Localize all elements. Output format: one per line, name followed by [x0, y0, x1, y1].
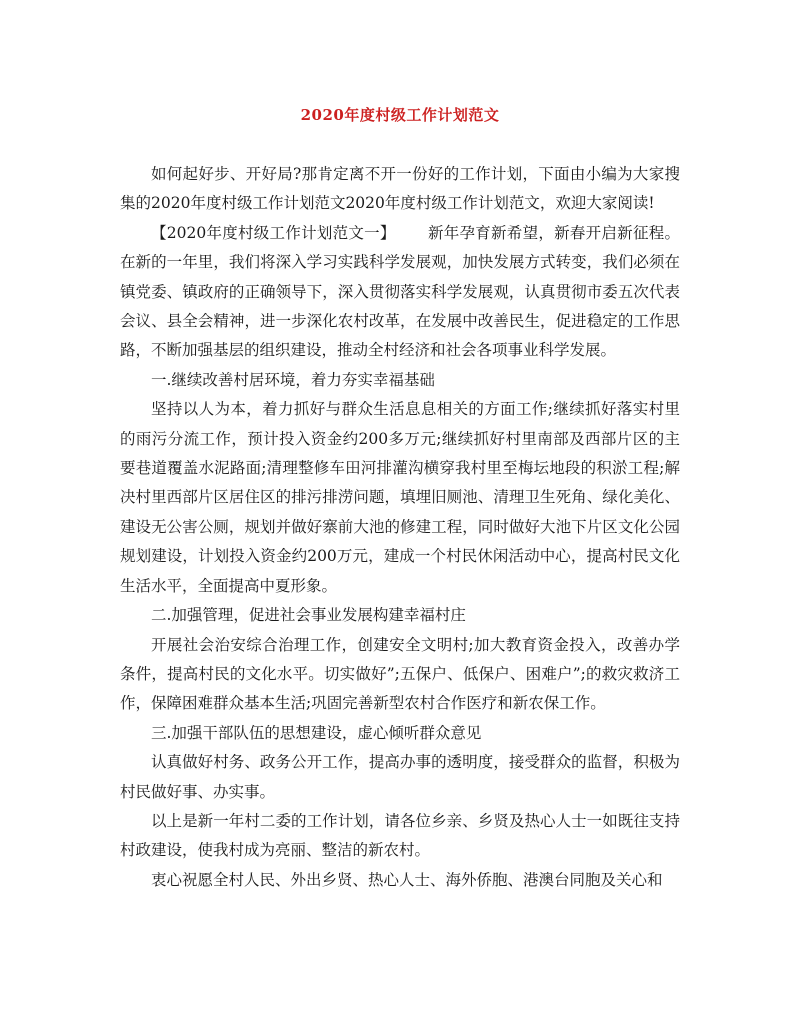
paragraph-3: 开展社会治安综合治理工作，创建安全文明村;加大教育资金投入，改善办学条件，提高村民的文化水平。切实做好”;五保户、低保户、困难户”;的救灾救济工作，保障困难群众基本生活;巩固完善新型农村合作医疗和新农保工作。	[120, 635, 680, 713]
heading-2: 二.加强管理，促进社会事业发展构建幸福村庄	[151, 606, 466, 625]
section-tag: 【2020年度村级工作计划范文一】	[151, 223, 396, 242]
paragraph-4: 认真做好村务、政务公开工作，提高办事的透明度，接受群众的监督，积极为村民做好事、办实事。	[120, 753, 680, 801]
paragraph-6: 衷心祝愿全村人民、外出乡贤、热心人士、海外侨胞、港澳台同胞及关心和	[151, 870, 663, 889]
paragraph-2: 坚持以人为本，着力抓好与群众生活息息相关的方面工作;继续抓好落实村里的雨污分流工作，预计投入资金约200多万元;继续抓好村里南部及西部片区的主要巷道覆盖水泥路面;清理整修车田河排灌沟横穿我村里至梅坛地段的积淤工程;解决村里西部片区居住区的排污排涝问题，填埋旧厕池、清理卫生死角、绿化美化、建设无公害公厕，规划并做好寨前大池的修建工程，同时做好大池下片区文化公园规划建设，计划投入资金约200万元，建成一个村民休闲活动中心，提高村民文化生活水平，全面提高中夏形象。	[120, 400, 680, 595]
document-body	[120, 160, 680, 895]
intro-paragraph: 如何起好步、开好局?那肯定离不开一份好的工作计划，下面由小编为大家搜集的2020年度村级工作计划范文2020年度村级工作计划范文，欢迎大家阅读!	[120, 165, 680, 213]
paragraph-1-text: 新年孕育新希望，新春开启新征程。在新的一年里，我们将深入学习实践科学发展观，加快发展方式转变，我们必须在镇党委、镇政府的正确领导下，深入贯彻落实科学发展观，认真贯彻市委五次代表会议、县全会精神，进一步深化农村改革，在发展中改善民生，促进稳定的工作思路，不断加强基层的组织建设，推动全村经济和社会各项事业科学发展。	[120, 223, 680, 360]
document-title: 2020年度村级工作计划范文	[300, 106, 500, 124]
paragraph-1	[120, 219, 680, 366]
paragraph-5: 以上是新一年村二委的工作计划，请各位乡亲、乡贤及热心人士一如既往支持村政建设，使我村成为亮丽、整洁的新农村。	[120, 811, 680, 860]
heading-3: 三.加强干部队伍的思想建设，虚心倾听群众意见	[151, 723, 482, 742]
heading-1: 一.继续改善村居环境，着力夯实幸福基础	[151, 370, 435, 389]
